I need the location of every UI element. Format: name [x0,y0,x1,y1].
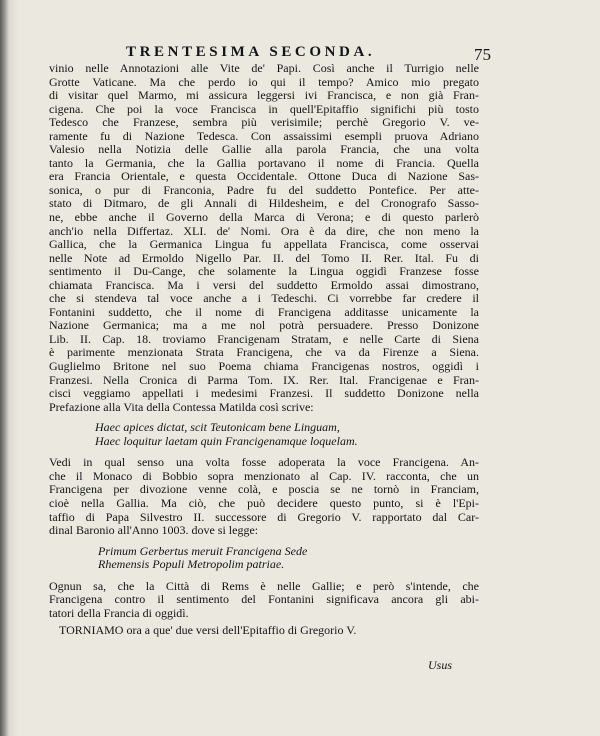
text-line: è parimente menzionata Strata Francigena, che va da Firenze a Siena. [49,345,479,360]
text-line: taffio di Papa Silvestro II. successore di Gregorio V. rapportato dal Car- [49,509,479,524]
verse-quote-epitaph [49,545,479,572]
text-line: dinal Baronio all'Anno 1003. dove si legge: [49,523,259,538]
text-line: cioè nella Gallia. Ma ciò, che può decidere questo punto, si è l'Epi- [49,495,479,510]
paragraph-4 [49,624,479,638]
text-line: TORNIAMO ora a que' due versi dell'Epitaffio di Gregorio V. [59,623,357,638]
text-line: che si stendeva tal voce anche a i Tedeschi. Ci vorrebbe far credere il [49,291,479,306]
text-line: Lib. II. Cap. 18. troviamo Francigenam Stratam, e nelle Carte di Siena [49,331,479,346]
text-line: Francigena contro il sentimento del Fontanini significava ancora gli abi- [49,592,479,607]
verse-line: Haec loquitur laetam quin Francigenamque loquelam. [95,433,358,448]
text-line: Gallica, che la Germanica Lingua fu appellata Francisca, come osservai [49,237,479,252]
paragraph-3 [49,580,479,621]
text-line: tatori della Francia di oggidì. [49,605,189,620]
verse-line: Rhemensis Populi Metropolim patriae. [98,557,285,572]
verse-line: Primum Gerbertus meruit Francigena Sede [98,543,308,558]
body-text [49,62,479,638]
text-line: Valesio nella Notizia delle Gallie alla parola Francia, che una volta [49,142,479,157]
text-line: vinio nelle Annotazioni alle Vite de' Papi. Così anche il Turrigio nelle [49,61,479,75]
text-line: Grotte Vaticane. Ma che perdo io qui il tempo? Amico mio pregato [49,74,479,89]
text-line: Ognun sa, che la Città di Rems è nelle Gallie; e però s'intende, che [49,578,479,593]
paragraph-1 [49,62,479,414]
text-line: di visitar quel Marmo, mi assicura leggersi ivi Francisca, e non già Fran- [49,88,479,103]
text-line: ramente fu di Nazione Tedesca. Con assaissimi esempli pruova Adriano [49,128,479,143]
text-line: tanto la Germania, che la Gallia portavano il nome di Francia. Quella [49,155,479,170]
running-title: TRENTESIMA SECONDA. [126,44,376,60]
text-line: Nazione Germanica; ma a me nol potrà persuadere. Presso Donizone [49,318,479,333]
paragraph-2 [49,456,479,537]
text-line: cigena. Che poi la voce Francisca in quell'Epitaffio significhi più tosto [49,101,479,116]
text-line: sentimento il Du-Cange, che solamente la Lingua oggidì Franzese fosse [49,264,479,279]
text-line: cisci veggiamo appellati i medesimi Franzesi. Il suddetto Donizone nella [49,386,479,401]
text-line: Tedesco che Franzese, sembra più verisimile; perchè Gregorio V. ve- [49,115,479,130]
text-line: nelle Note ad Ermoldo Nigello Par. II. del Tomo II. Rer. Ital. Fu di [49,250,479,265]
text-line: chiamata Francisca. Ma i versi del suddetto Ermoldo assai dimostrano, [49,277,479,292]
text-line: stato di Ditmaro, de gli Annali di Hildesheim, e del Cronografo Sasso- [49,196,479,211]
text-line: che il Monaco di Bobbio sopra menzionato al Cap. IV. racconta, che un [49,468,479,483]
text-line: ne, ebbe anche il Governo della Marca di Verona; e di questo parlerò [49,210,479,225]
page-number: 75 [474,45,491,64]
text-line: Vedi in qual senso una volta fosse adoperata la voce Francigena. An- [49,455,479,470]
text-line: Fontanini suddetto, che il nome di Francigena additasse unicamente la [49,304,479,319]
text-line: Guglielmo Britone nel suo Poema chiama Francigenas nostros, oggidì i [49,359,479,374]
verse-line: Haec apices dictat, scit Teutonicam bene Linguam, [95,420,340,435]
text-line: Franzesi. Nella Cronica di Parma Tom. IX. Rer. Ital. Francigenae e Fran- [49,372,479,387]
text-line: Francigena per divozione venne colà, e poscia se ne tornò in Franciam, [49,482,479,497]
text-line: Prefazione alla Vita della Contessa Matilda così scrive: [49,399,314,414]
text-line: anch'io nella Differtaz. XLI. de' Nomi. Ora è da dire, che non meno la [49,223,479,238]
text-line: sonica, o pur di Franconia, Padre fu del suddetto Pontefice. Per atte- [49,182,479,197]
catchword: Usus [428,658,453,672]
verse-quote-donizone [49,421,479,448]
text-line: era Francia Orientale, e questa Occidentale. Ottone Duca di Nazione Sas- [49,169,479,184]
